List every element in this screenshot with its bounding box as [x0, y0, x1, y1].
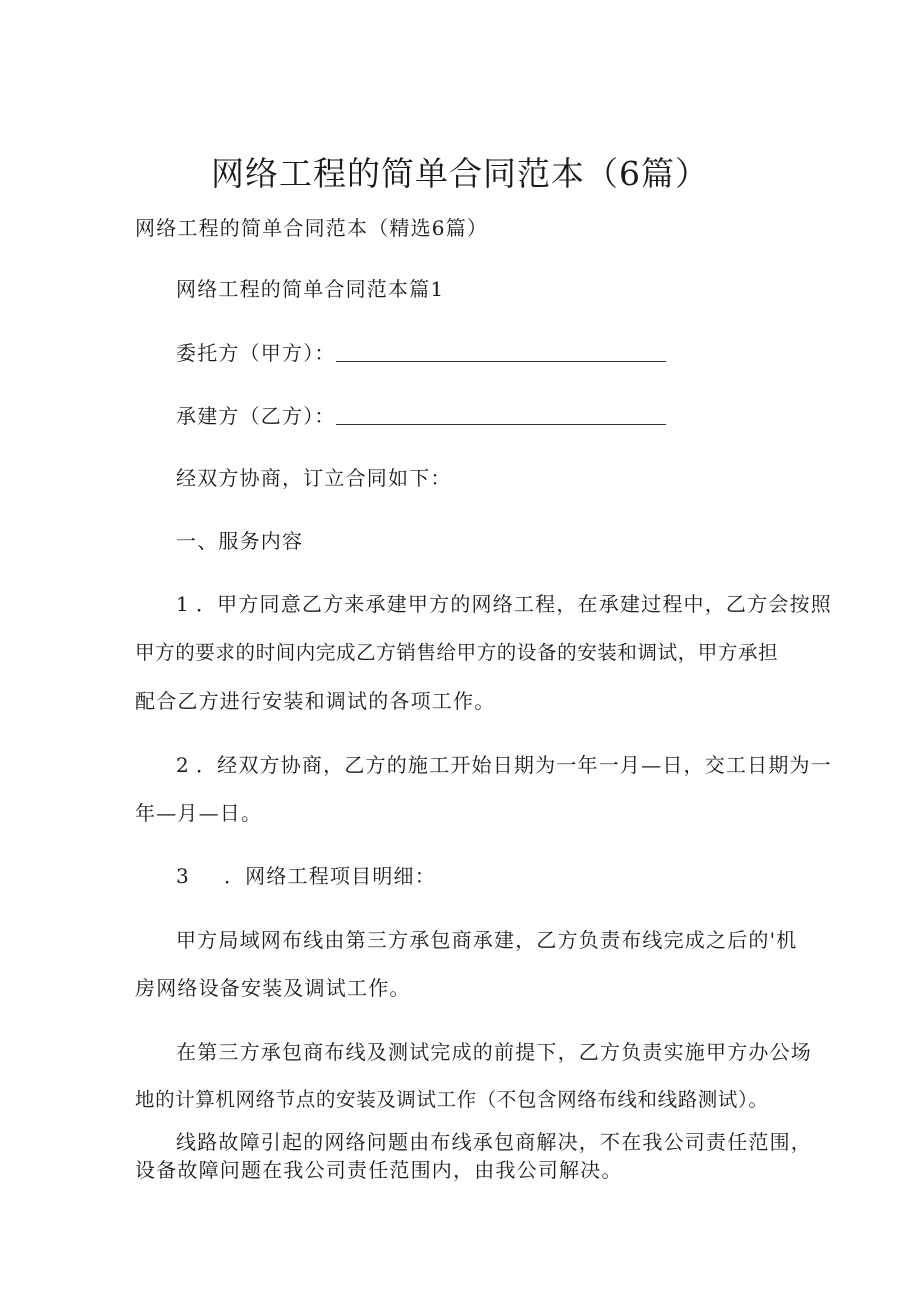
para2-line1: 在第三方承包商布线及测试完成的前提下，乙方负责实施甲方办公场 [176, 1040, 812, 1064]
para3-line1: 线路故障引起的网络问题由布线承包商解决，不在我公司责任范围， [176, 1130, 812, 1154]
party-a-blank [336, 343, 666, 362]
para3-line2: 设备故障问题在我公司责任范围内，由我公司解决。 [135, 1158, 623, 1182]
document-subtitle: 网络工程的简单合同范本（精选6篇） [135, 216, 489, 240]
item3-label: ．网络工程项目明细： [223, 864, 436, 888]
intro-text: 经双方协商，订立合同如下： [176, 466, 452, 490]
item2-line2: 年—月—日。 [135, 801, 263, 825]
party-a-line [176, 341, 666, 365]
para1-line1: 甲方局域网布线由第三方承包商承建，乙方负责布线完成之后的'机 [176, 928, 798, 952]
item2-line1 [176, 753, 832, 777]
item1-line2: 甲方的要求的时间内完成乙方销售给甲方的设备的安装和调试，甲方承担 [135, 641, 779, 664]
party-b-blank [336, 406, 666, 425]
item1-line1 [176, 592, 832, 616]
party-a-label: 委托方（甲方）： [176, 341, 336, 365]
item1-number: 1 [176, 592, 190, 616]
document-title: 网络工程的简单合同范本（6篇） [211, 154, 709, 193]
section-heading: 网络工程的简单合同范本篇1 [176, 277, 445, 301]
part1-heading: 一、服务内容 [176, 529, 304, 553]
item1-text1: ．甲方同意乙方来承建甲方的网络工程，在承建过程中，乙方会按照 [195, 592, 832, 616]
para2-line2: 地的计算机网络节点的安装及调试工作（不包含网络布线和线路测试）。 [135, 1088, 769, 1111]
item2-number: 2 [176, 753, 190, 777]
item1-line3: 配合乙方进行安装和调试的各项工作。 [135, 689, 496, 713]
party-b-line [176, 404, 666, 428]
para1-line2: 房网络设备安装及调试工作。 [135, 976, 411, 1000]
item3-line [176, 864, 436, 888]
item3-number: 3 [176, 864, 190, 888]
party-b-label: 承建方（乙方）： [176, 404, 336, 428]
item2-text1: ．经双方协商，乙方的施工开始日期为一年一月—日，交工日期为一 [195, 753, 832, 777]
